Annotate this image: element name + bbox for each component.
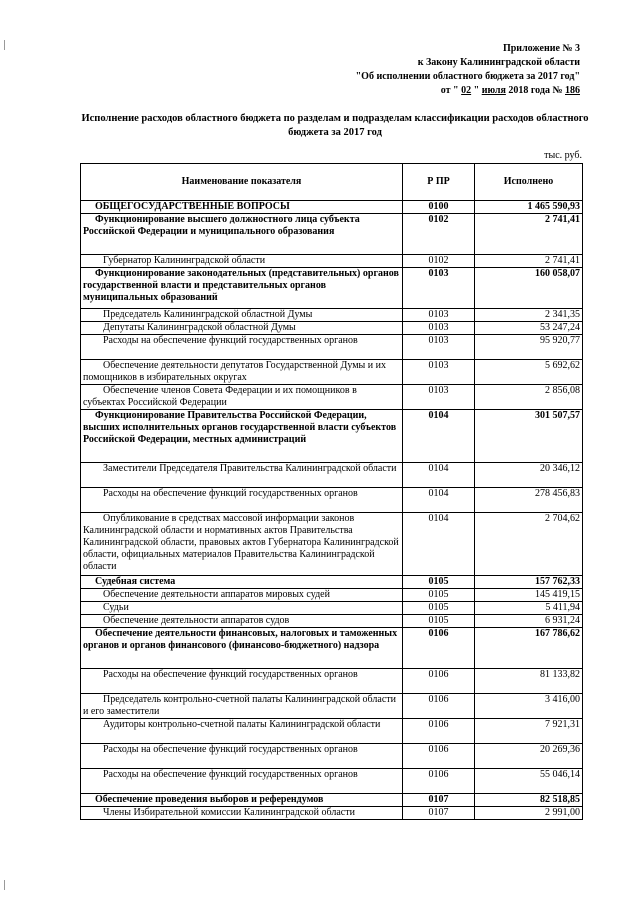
- row-sum: 301 507,57: [475, 410, 583, 463]
- table-header-row: [81, 164, 583, 201]
- row-name: Функционирование Правительства Российской Федерации, высших исполнительных органов государственной власти субъектов Российской Федерации, местных администраций: [81, 410, 403, 463]
- row-code: 0105: [403, 589, 475, 602]
- row-sum: 2 341,35: [475, 309, 583, 322]
- table-row: [81, 322, 583, 335]
- row-sum: 53 247,24: [475, 322, 583, 335]
- row-sum: 5 411,94: [475, 602, 583, 615]
- row-code: 0105: [403, 576, 475, 589]
- row-name: Обеспечение членов Совета Федерации и их помощников в субъектах Российской Федерации: [81, 385, 403, 410]
- document-title: Исполнение расходов областного бюджета по разделам и подразделам классификации расходов областного бюджета за 2017 год: [81, 113, 589, 138]
- table-row: [81, 309, 583, 322]
- appendix-number: Приложение № 3: [502, 43, 580, 54]
- table-row: [81, 360, 583, 385]
- row-sum: 160 058,07: [475, 268, 583, 309]
- appendix-header: [356, 42, 580, 98]
- row-code: 0107: [403, 794, 475, 807]
- row-code: 0103: [403, 268, 475, 309]
- row-name: Расходы на обеспечение функций государственных органов: [81, 744, 403, 769]
- row-sum: 1 465 590,93: [475, 201, 583, 214]
- row-sum: 3 416,00: [475, 694, 583, 719]
- date-year: 2018 года №: [505, 85, 565, 96]
- table-row: [81, 576, 583, 589]
- row-sum: 20 269,36: [475, 744, 583, 769]
- table-row: [81, 615, 583, 628]
- row-name: Губернатор Калининградской области: [81, 255, 403, 268]
- row-name: Расходы на обеспечение функций государственных органов: [81, 769, 403, 794]
- row-sum: 2 991,00: [475, 807, 583, 820]
- row-sum: 82 518,85: [475, 794, 583, 807]
- row-name: Члены Избирательной комиссии Калининградской области: [81, 807, 403, 820]
- table-row: [81, 744, 583, 769]
- row-name: Судебная система: [81, 576, 403, 589]
- row-code: 0105: [403, 602, 475, 615]
- table-row: [81, 719, 583, 744]
- row-name: Расходы на обеспечение функций государственных органов: [81, 335, 403, 360]
- table-row: [81, 201, 583, 214]
- row-name: Обеспечение деятельности аппаратов мировых судей: [81, 589, 403, 602]
- row-sum: 2 741,41: [475, 214, 583, 255]
- row-sum: 2 856,08: [475, 385, 583, 410]
- law-reference: к Закону Калининградской области: [417, 57, 580, 68]
- row-code: 0107: [403, 807, 475, 820]
- row-sum: 81 133,82: [475, 669, 583, 694]
- row-sum: 157 762,33: [475, 576, 583, 589]
- scan-margin-mark: [4, 880, 5, 890]
- row-name: Заместители Председателя Правительства Калининградской области: [81, 463, 403, 488]
- row-name: ОБЩЕГОСУДАРСТВЕННЫЕ ВОПРОСЫ: [81, 201, 403, 214]
- row-sum: 2 704,62: [475, 513, 583, 576]
- date-mid: ": [471, 85, 482, 96]
- row-code: 0104: [403, 410, 475, 463]
- row-code: 0103: [403, 335, 475, 360]
- row-name: Обеспечение проведения выборов и референдумов: [81, 794, 403, 807]
- table-row: [81, 602, 583, 615]
- row-code: 0106: [403, 744, 475, 769]
- table-row: [81, 807, 583, 820]
- row-name: Аудиторы контрольно-счетной палаты Калининградской области: [81, 719, 403, 744]
- expenditure-table: [80, 163, 583, 820]
- row-code: 0106: [403, 769, 475, 794]
- row-sum: 7 921,31: [475, 719, 583, 744]
- table-row: [81, 410, 583, 463]
- law-title: "Об исполнении областного бюджета за 2017 год": [355, 71, 580, 82]
- row-code: 0105: [403, 615, 475, 628]
- table-row: [81, 794, 583, 807]
- row-name: Депутаты Калининградской областной Думы: [81, 322, 403, 335]
- row-code: 0102: [403, 255, 475, 268]
- row-name: Расходы на обеспечение функций государственных органов: [81, 488, 403, 513]
- row-code: 0106: [403, 669, 475, 694]
- row-code: 0106: [403, 719, 475, 744]
- law-number: 186: [565, 85, 580, 96]
- units-label: тыс. руб.: [544, 150, 582, 161]
- row-code: 0104: [403, 513, 475, 576]
- table-row: [81, 385, 583, 410]
- row-sum: 145 419,15: [475, 589, 583, 602]
- row-name: Функционирование высшего должностного лица субъекта Российской Федерации и муниципального образования: [81, 214, 403, 255]
- row-sum: 6 931,24: [475, 615, 583, 628]
- table-row: [81, 488, 583, 513]
- row-code: 0106: [403, 694, 475, 719]
- row-code: 0100: [403, 201, 475, 214]
- date-prefix: от ": [440, 85, 462, 96]
- table-row: [81, 335, 583, 360]
- row-name: Расходы на обеспечение функций государственных органов: [81, 669, 403, 694]
- law-date: [356, 84, 580, 98]
- row-name: Председатель контрольно-счетной палаты Калининградской области и его заместители: [81, 694, 403, 719]
- row-sum: 2 741,41: [475, 255, 583, 268]
- row-sum: 55 046,14: [475, 769, 583, 794]
- table-row: [81, 268, 583, 309]
- row-sum: 5 692,62: [475, 360, 583, 385]
- row-code: 0106: [403, 628, 475, 669]
- row-name: Обеспечение деятельности депутатов Государственной Думы и их помощников в избирательных округах: [81, 360, 403, 385]
- column-header-sum: Исполнено: [475, 164, 583, 201]
- date-month: июля: [481, 85, 506, 96]
- row-code: 0104: [403, 463, 475, 488]
- row-name: Председатель Калининградской областной Думы: [81, 309, 403, 322]
- row-name: Обеспечение деятельности финансовых, налоговых и таможенных органов и органов финансового (финансово-бюджетного) надзора: [81, 628, 403, 669]
- row-code: 0103: [403, 322, 475, 335]
- row-name: Опубликование в средствах массовой информации законов Калининградской области и нормативных актов Правительства Калининградской области, правовых актов Губернатора Калининградской области, официальных материалов Правительства Калининградской области: [81, 513, 403, 576]
- column-header-name: Наименование показателя: [81, 164, 403, 201]
- row-name: Обеспечение деятельности аппаратов судов: [81, 615, 403, 628]
- column-header-code: Р ПР: [403, 164, 475, 201]
- table-row: [81, 669, 583, 694]
- date-day: 02: [461, 85, 472, 96]
- table-row: [81, 769, 583, 794]
- row-sum: 167 786,62: [475, 628, 583, 669]
- table-row: [81, 255, 583, 268]
- row-name: Функционирование законодательных (представительных) органов государственной власти и представительных органов муниципальных образований: [81, 268, 403, 309]
- row-code: 0103: [403, 309, 475, 322]
- table-row: [81, 214, 583, 255]
- row-sum: 278 456,83: [475, 488, 583, 513]
- row-code: 0103: [403, 385, 475, 410]
- row-code: 0102: [403, 214, 475, 255]
- table-row: [81, 513, 583, 576]
- scan-margin-mark: [4, 40, 5, 50]
- table-row: [81, 463, 583, 488]
- table-row: [81, 694, 583, 719]
- row-sum: 20 346,12: [475, 463, 583, 488]
- table-row: [81, 589, 583, 602]
- row-code: 0104: [403, 488, 475, 513]
- row-code: 0103: [403, 360, 475, 385]
- table-row: [81, 628, 583, 669]
- row-sum: 95 920,77: [475, 335, 583, 360]
- row-name: Судьи: [81, 602, 403, 615]
- table-body: [81, 201, 583, 820]
